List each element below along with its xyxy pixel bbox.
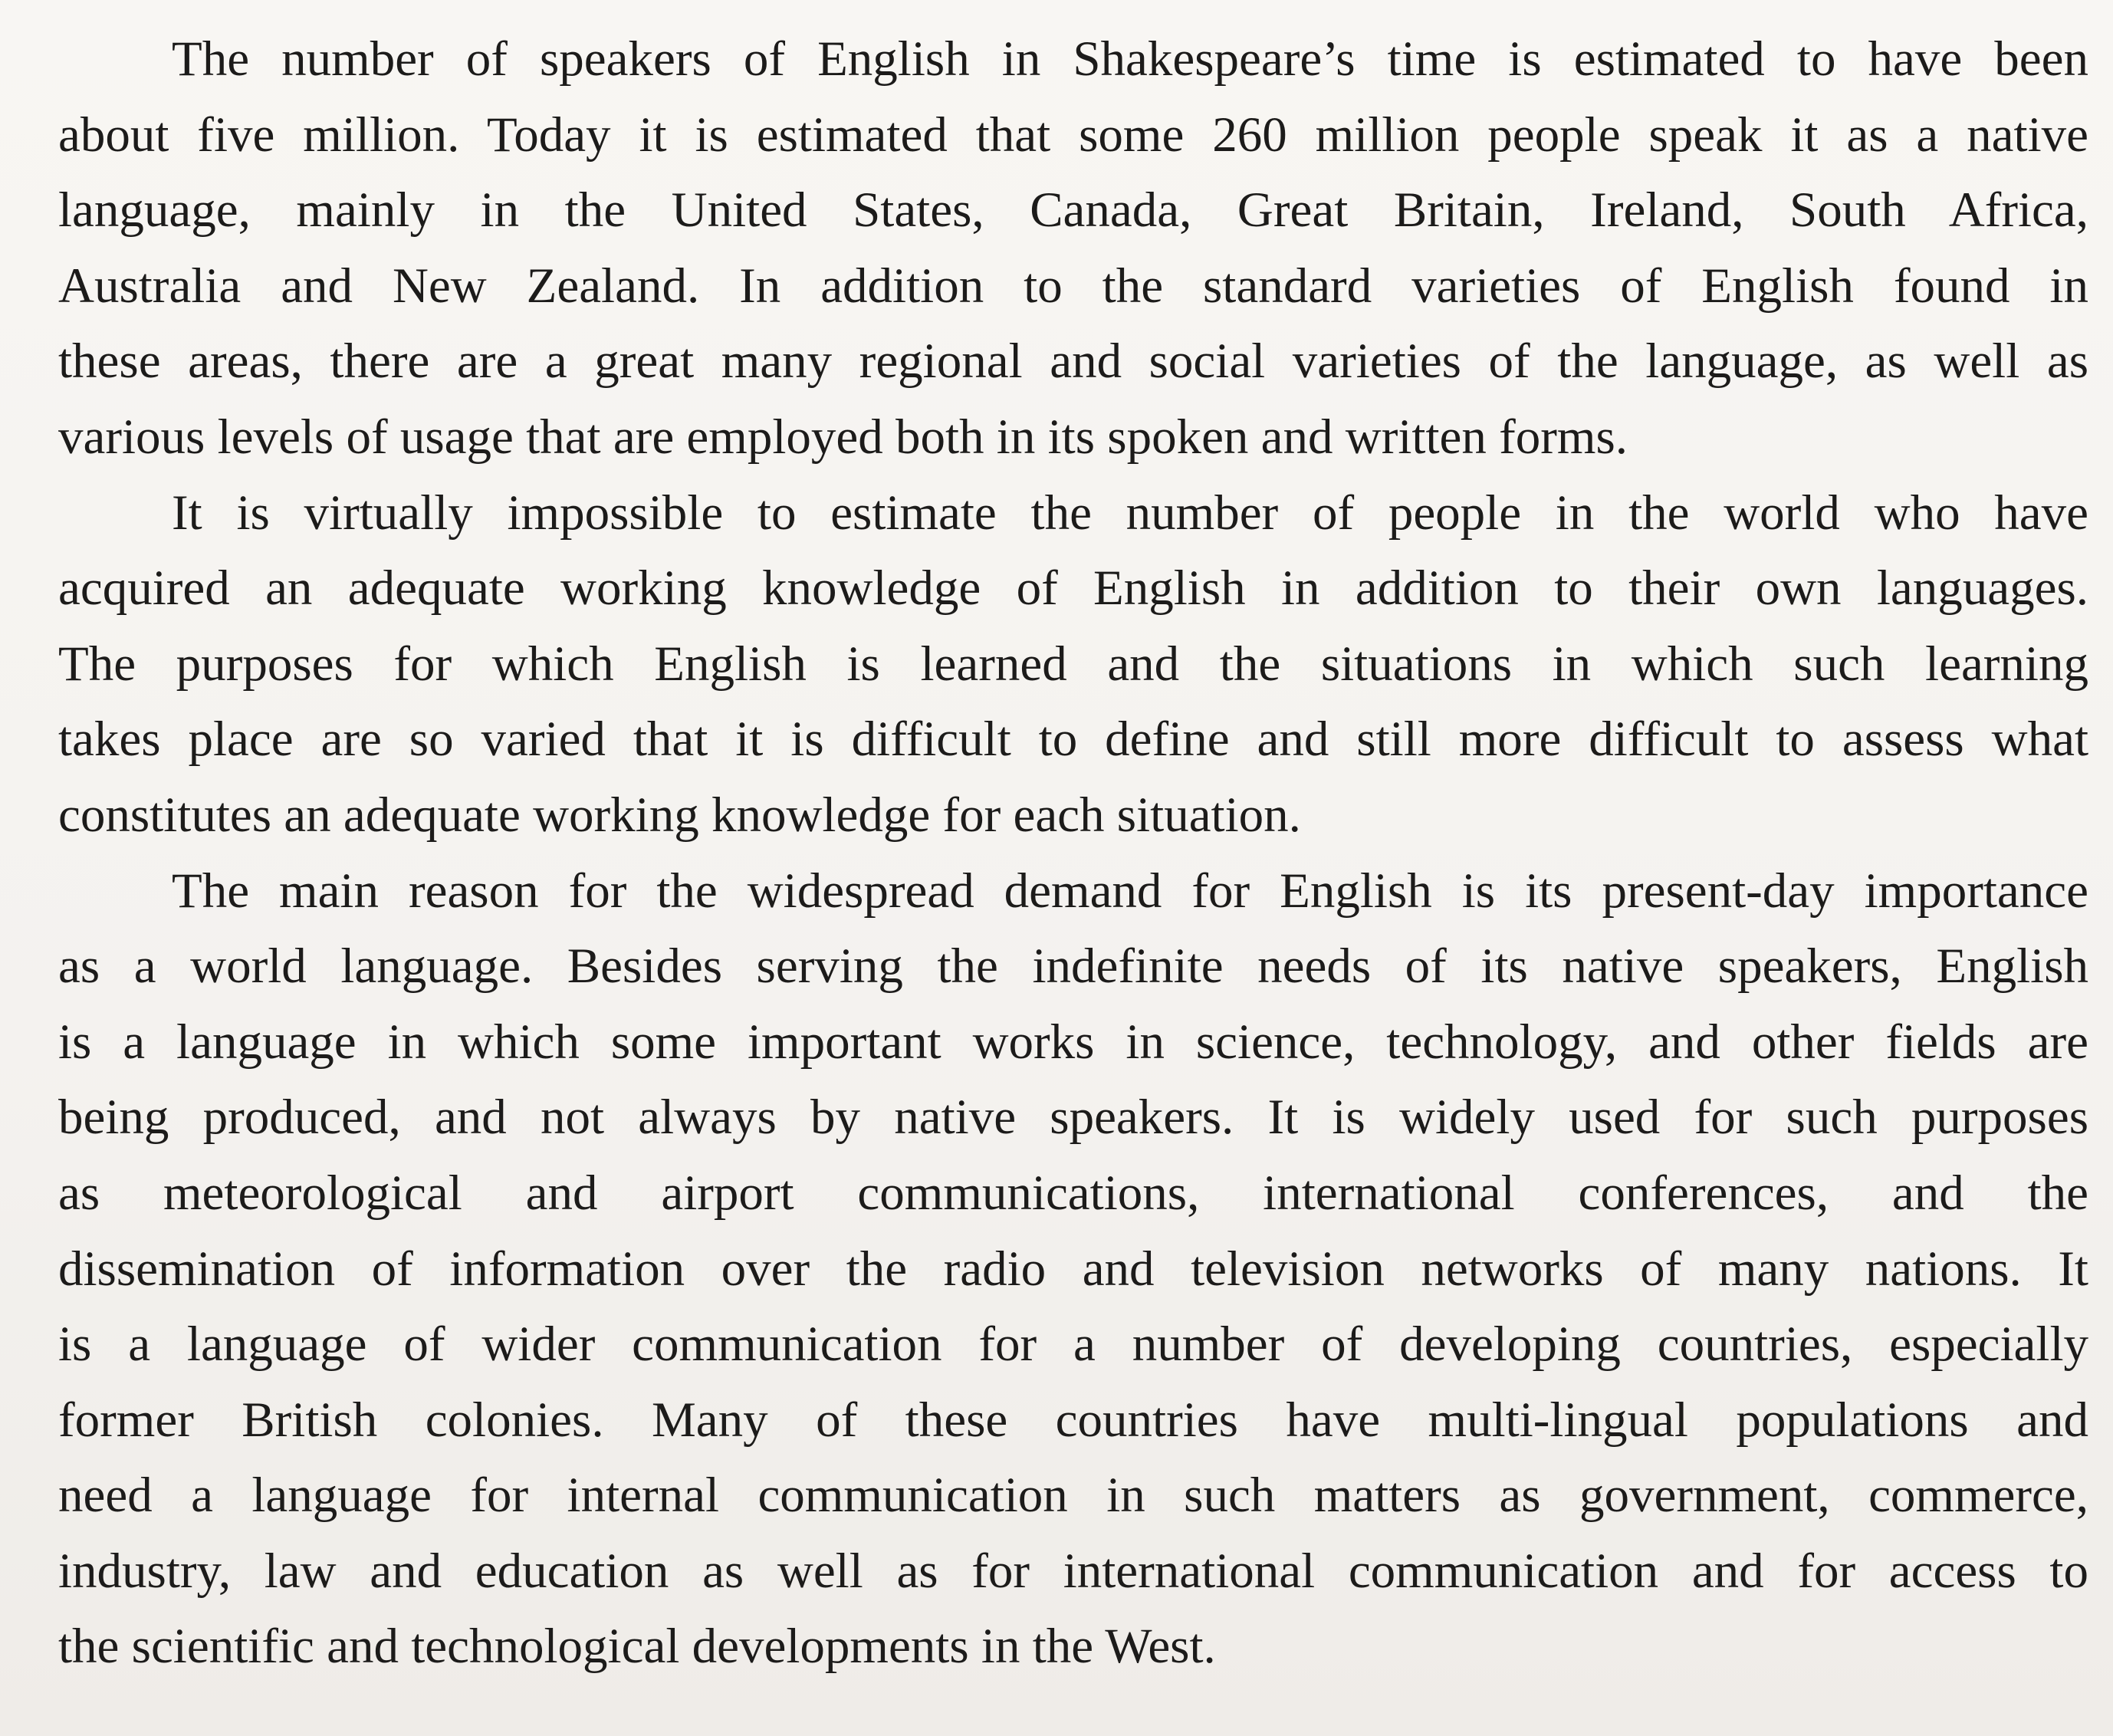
text-line: various levels of usage that are employed both in its spoken and written forms. (58, 409, 1628, 465)
text-line: language, mainly in the United States, Canada, Great Britain, Ireland, South Africa, (58, 182, 2088, 238)
text-line: about five million. Today it is estimated that some 260 million people speak it as a native (58, 107, 2088, 163)
text-line: Australia and New Zealand. In addition to the standard varieties of English found in (58, 258, 2088, 314)
text-line: need a language for internal communication in such matters as government, commerce, (58, 1468, 2088, 1524)
text-line: dissemination of information over the radio and television networks of many nations. It (58, 1241, 2088, 1297)
text-line: as meteorological and airport communications, international conferences, and the (58, 1165, 2088, 1221)
text-line: The purposes for which English is learned and the situations in which such learning (58, 636, 2088, 692)
text-line: the scientific and technological developments in the West. (58, 1619, 1216, 1675)
text-line: industry, law and education as well as for international communication and for access to (58, 1543, 2088, 1599)
paragraph-2 (58, 475, 2088, 853)
text-line: acquired an adequate working knowledge of English in addition to their own languages. (58, 561, 2088, 616)
text-line: The main reason for the widespread demand for English is its present-day importance (172, 863, 2088, 919)
text-line: is a language of wider communication for a number of developing countries, especially (58, 1317, 2088, 1373)
text-line: these areas, there are a great many regional and social varieties of the language, as well as (58, 334, 2088, 390)
paragraph-3 (58, 853, 2088, 1685)
text-line: as a world language. Besides serving the indefinite needs of its native speakers, English (58, 939, 2088, 995)
body-text (58, 21, 2088, 1685)
text-line: former British colonies. Many of these countries have multi-lingual populations and (58, 1392, 2088, 1448)
text-line: constitutes an adequate working knowledge for each situation. (58, 787, 1301, 843)
paragraph-1 (58, 21, 2088, 475)
text-line: It is virtually impossible to estimate the number of people in the world who have (172, 485, 2088, 541)
text-line: being produced, and not always by native speakers. It is widely used for such purposes (58, 1090, 2088, 1146)
text-line: The number of speakers of English in Shakespeare’s time is estimated to have been (172, 31, 2088, 87)
text-line: is a language in which some important works in science, technology, and other fields are (58, 1014, 2088, 1070)
text-line: takes place are so varied that it is difficult to define and still more difficult to assess what (58, 712, 2088, 768)
